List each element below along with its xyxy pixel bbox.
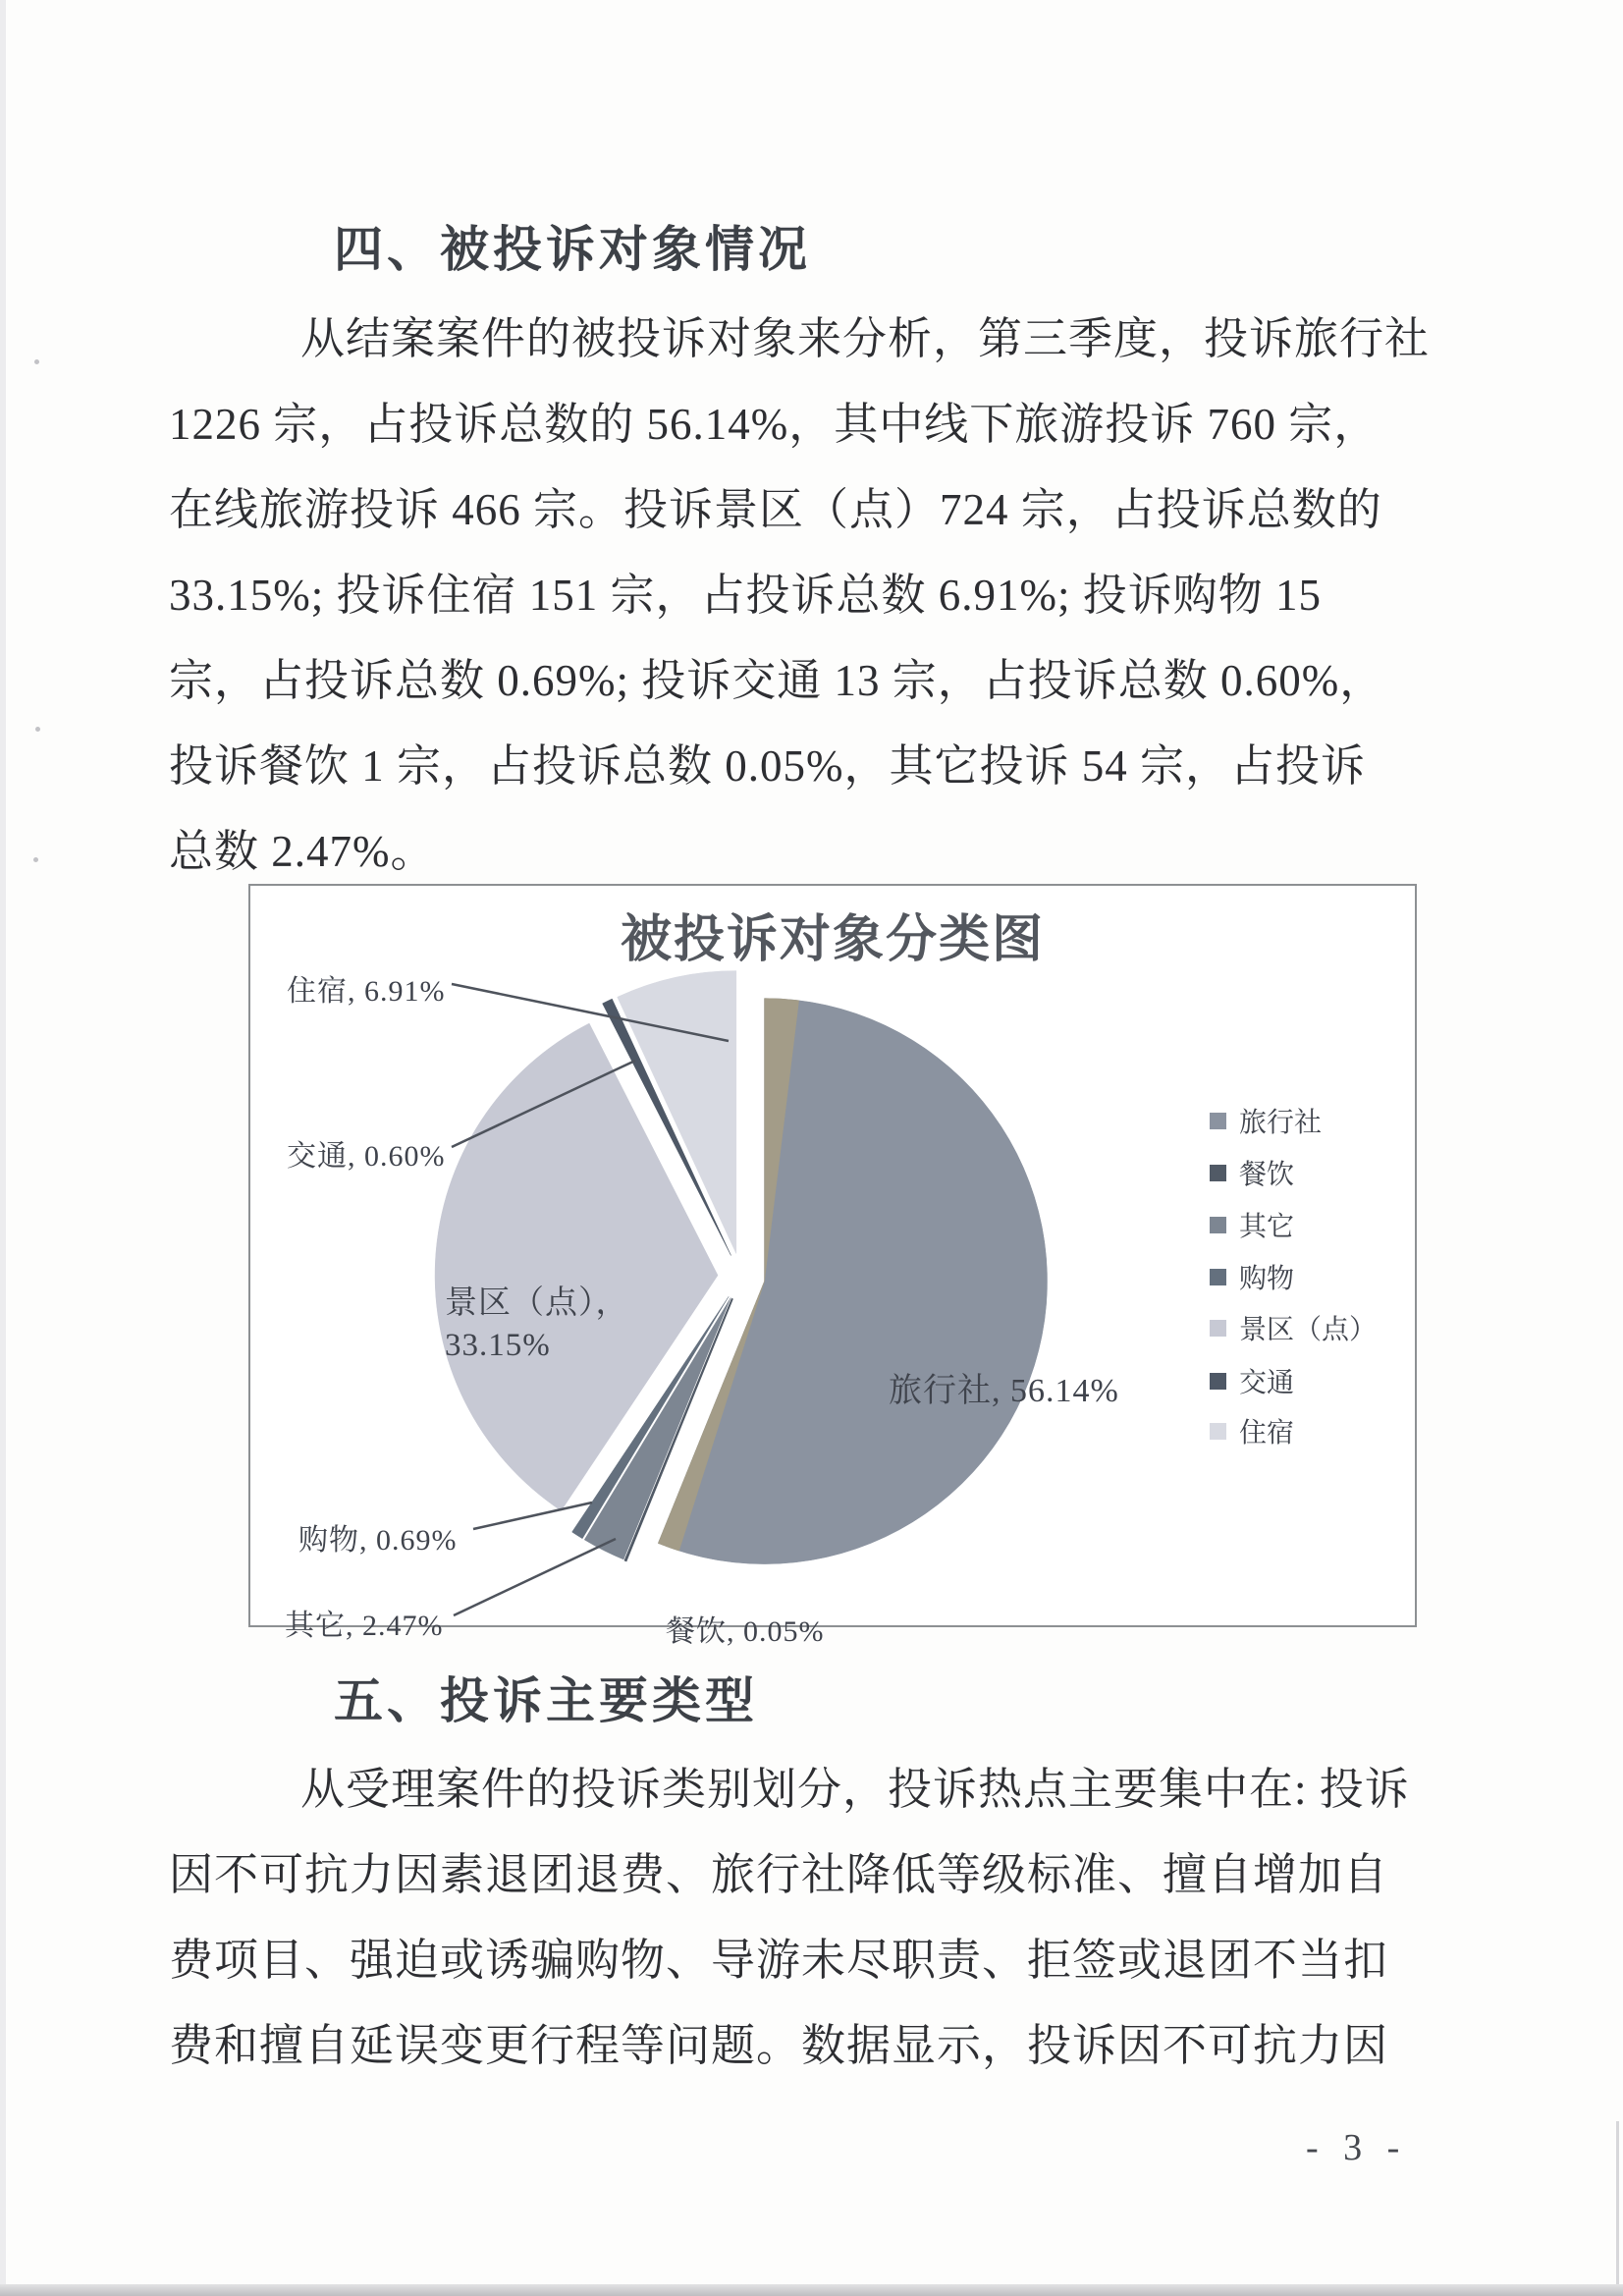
legend-swatch xyxy=(1210,1217,1226,1233)
pie-label-jingqu_line2: 33.15% xyxy=(445,1328,551,1363)
pie-leader-line xyxy=(454,1539,616,1615)
scan-edge-left xyxy=(0,0,6,2296)
legend-swatch xyxy=(1210,1113,1226,1129)
legend-label: 交通 xyxy=(1239,1368,1295,1398)
scan-edge-bottom xyxy=(0,2284,1623,2296)
pie-label-gouwu: 购物, 0.69% xyxy=(298,1524,458,1557)
section-4-text-line-3: 在线旅游投诉 466 宗。投诉景区（点）724 宗，占投诉总数的 xyxy=(169,485,1382,534)
section-5-text-line-3: 费项目、强迫或诱骗购物、导游未尽职责、拒签或退团不当扣 xyxy=(169,1936,1389,1985)
legend-item-住宿 xyxy=(1210,1416,1295,1449)
legend-swatch xyxy=(1210,1320,1226,1337)
section-5-text-line-4: 费和擅自延误变更行程等问题。数据显示，投诉因不可抗力因 xyxy=(169,2021,1389,2070)
legend-label: 景区（点） xyxy=(1239,1315,1378,1345)
legend-item-餐饮 xyxy=(1210,1158,1295,1190)
legend-label: 购物 xyxy=(1239,1264,1295,1294)
pie-label-qita: 其它, 2.47% xyxy=(285,1610,444,1642)
page-number: - 3 - xyxy=(1306,2127,1408,2168)
legend-swatch xyxy=(1210,1165,1226,1181)
legend-item-购物 xyxy=(1210,1262,1295,1294)
scan-speck xyxy=(34,359,39,364)
pie-leader-line xyxy=(473,1503,592,1529)
legend-swatch xyxy=(1210,1269,1226,1285)
section-5-text-line-1: 从受理案件的投诉类别划分，投诉热点主要集中在: 投诉 xyxy=(300,1765,1410,1814)
legend-item-其它 xyxy=(1210,1210,1295,1242)
legend-label: 旅行社 xyxy=(1239,1108,1323,1138)
pie-label-jingqu_line1: 景区（点）， xyxy=(445,1285,629,1321)
legend-item-旅行社 xyxy=(1210,1106,1323,1138)
pie-label-jiaotong: 交通, 0.60% xyxy=(287,1140,446,1173)
section-5-heading: 五、投诉主要类型 xyxy=(334,1673,758,1728)
section-4-text-line-1: 从结案案件的被投诉对象来分析，第三季度，投诉旅行社 xyxy=(300,314,1431,363)
pie-label-lvxingshe: 旅行社, 56.14% xyxy=(889,1373,1119,1409)
section-4-text-line-5: 宗，占投诉总数 0.69%; 投诉交通 13 宗，占投诉总数 0.60%， xyxy=(169,656,1385,705)
section-4-text-line-6: 投诉餐饮 1 宗，占投诉总数 0.05%，其它投诉 54 宗，占投诉 xyxy=(169,741,1366,791)
legend-swatch xyxy=(1210,1423,1226,1440)
legend-label: 餐饮 xyxy=(1239,1160,1295,1190)
section-4-text-line-2: 1226 宗，占投诉总数的 56.14%，其中线下旅游投诉 760 宗， xyxy=(169,400,1380,449)
complaint-target-chart xyxy=(248,884,1417,1648)
section-4-heading: 四、被投诉对象情况 xyxy=(334,222,811,277)
legend-item-景区（点） xyxy=(1210,1313,1378,1345)
legend-label: 其它 xyxy=(1239,1212,1295,1242)
legend-swatch xyxy=(1210,1373,1226,1390)
scan-speck xyxy=(35,727,40,732)
section-5-text-line-2: 因不可抗力因素退团退费、旅行社降低等级标准、擅自增加自 xyxy=(169,1850,1389,1899)
legend-label: 住宿 xyxy=(1239,1418,1295,1449)
legend-item-交通 xyxy=(1210,1366,1295,1398)
scan-speck xyxy=(33,857,38,862)
section-4-text-line-7: 总数 2.47%。 xyxy=(169,827,436,876)
pie-label-zhusu: 住宿, 6.91% xyxy=(287,975,446,1008)
section-4-text-line-4: 33.15%; 投诉住宿 151 宗，占投诉总数 6.91%; 投诉购物 15 xyxy=(169,571,1322,620)
scan-edge-right xyxy=(1616,2121,1619,2296)
pie-label-canyin: 餐饮, 0.05% xyxy=(666,1615,825,1648)
chart-title: 被投诉对象分类图 xyxy=(620,912,1045,968)
